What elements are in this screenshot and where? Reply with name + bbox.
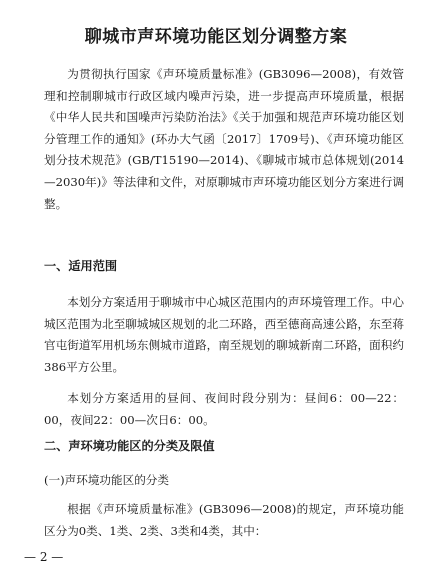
page-number: — 2 — — [24, 550, 64, 564]
time-period-paragraph: 本划分方案适用的昼间、夜间时段分别为：昼间6：00—22：00，夜间22：00—次日6：00。 — [44, 391, 404, 427]
intro-paragraph: 为贯彻执行国家《声环境质量标准》(GB3096—2008)，有效管理和控制聊城市行政区域内噪声污染，进一步提高声环境质量，根据《中华人民共和国噪声污染防治法》《关于加强和规范声环境功能区划分管理工作的通知》(环办大气函〔2017〕1709号)、《声环境功能区划分技术规范》(GB/T15190—2014)、《聊城市城市总体规划(2014—2030年)》等法律和文件，对原聊城市声环境功能区划分方案进行调整。 — [44, 67, 404, 211]
document-title: 聊城市声环境功能区划分调整方案 — [84, 27, 348, 47]
subsection-heading-classification: (一)声环境功能区的分类 — [44, 473, 169, 487]
classification-paragraph: 根据《声环境质量标准》(GB3096—2008)的规定，声环境功能区分为0类、1类、2类、3类和4类，其中： — [44, 502, 404, 538]
scope-paragraph: 本划分方案适用于聊城市中心城区范围内的声环境管理工作。中心城区范围为北至聊城城区规划的北二环路，西至德商高速公路，东至蒋官屯街道军用机场东侧城市道路，南至规划的聊城新南二环路，面积约386平方公里。 — [44, 295, 404, 374]
section-heading-classification: 二、声环境功能区的分类及限值 — [44, 439, 215, 453]
section-heading-scope: 一、适用范围 — [44, 259, 118, 273]
